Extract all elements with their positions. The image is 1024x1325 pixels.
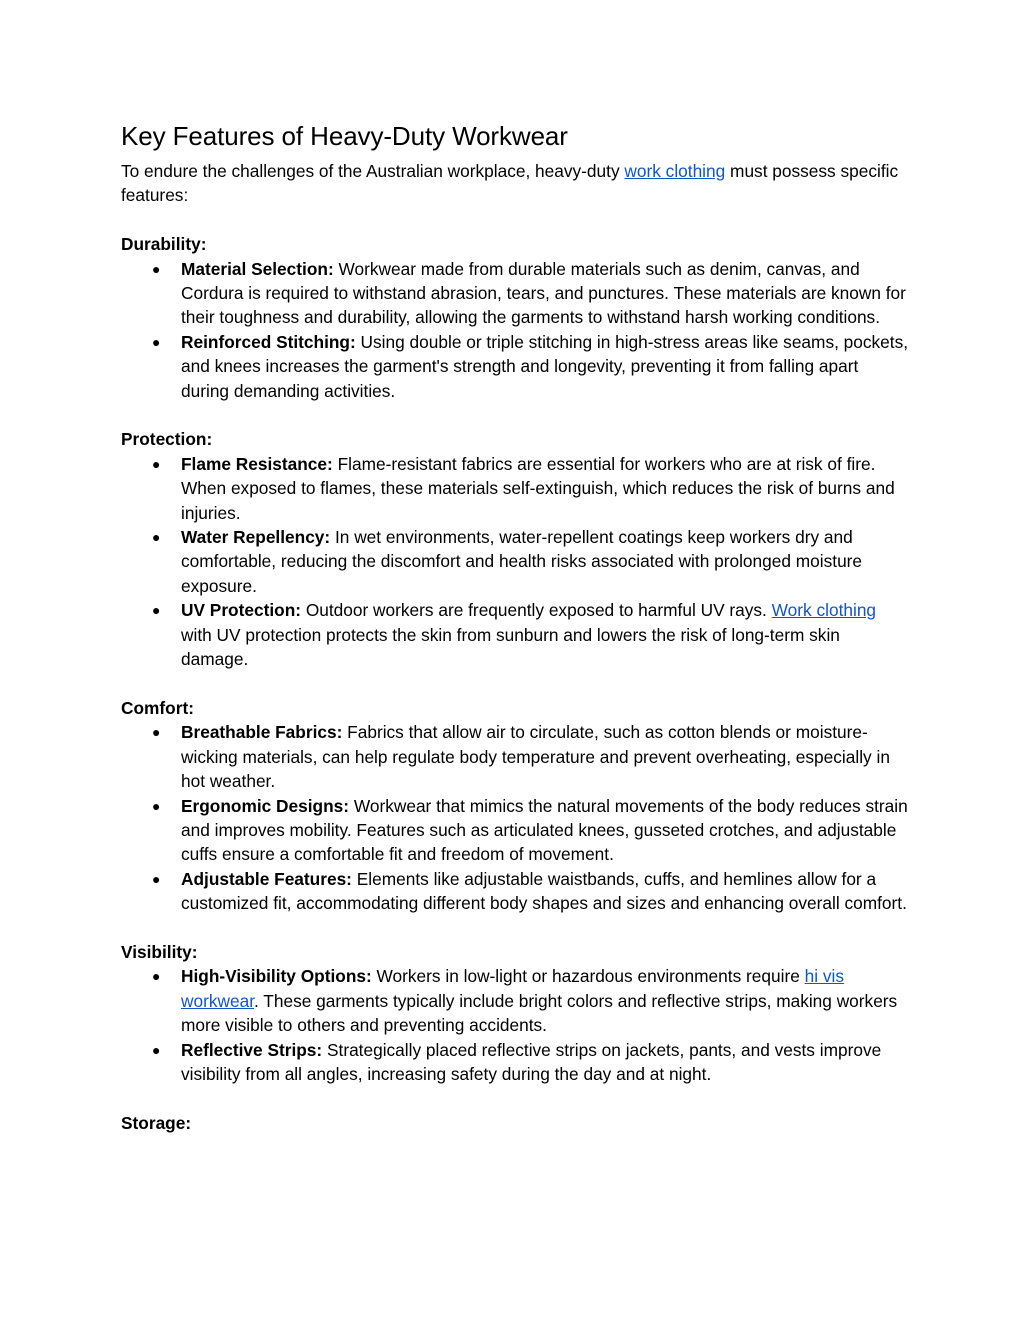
- list-item: [152, 1038, 911, 1087]
- section-heading-storage: Storage:: [121, 1112, 192, 1133]
- bullet-icon: ●: [152, 870, 161, 887]
- list-item: [152, 867, 911, 916]
- intro-text-after: must possess specific features:: [121, 161, 899, 206]
- section-heading-protection: Protection:: [121, 429, 213, 450]
- item-term: UV Protection:: [181, 600, 302, 621]
- intro-text-before: To endure the challenges of the Australian workplace, heavy-duty: [121, 161, 625, 181]
- bullet-icon: ●: [152, 260, 161, 277]
- protection-list: [121, 452, 911, 672]
- list-item: [152, 598, 911, 671]
- item-term: Reflective Strips:: [181, 1039, 323, 1060]
- item-term: Reinforced Stitching:: [181, 331, 356, 352]
- item-term: Material Selection:: [181, 258, 334, 279]
- item-text: Flame-resistant fabrics are essential for workers who are at risk of fire. When exposed to flames, these materials self-extinguish, which reduces the risk of burns and injuries.: [181, 453, 895, 523]
- document-page: [121, 118, 911, 1135]
- list-item: [152, 964, 911, 1037]
- intro-paragraph: [121, 159, 911, 208]
- spacer: [121, 208, 911, 232]
- item-text: Workwear that mimics the natural movements of the body reduces strain and improves mobility. Features such as articulated knees, gusseted crotches, and adjustable cuffs ensure a comfortable fit and freedom of movement.: [181, 795, 908, 865]
- item-text: Strategically placed reflective strips on jackets, pants, and vests improve visibility from all angles, increasing safety during the day and at night.: [181, 1039, 882, 1084]
- item-text: Outdoor workers are frequently exposed to harmful UV rays.: [301, 600, 772, 621]
- list-item: [152, 330, 911, 403]
- item-term: Flame Resistance:: [181, 453, 333, 474]
- item-term: Ergonomic Designs:: [181, 795, 350, 816]
- durability-list: [121, 257, 911, 403]
- list-item: [152, 794, 911, 867]
- item-text: . These garments typically include bright colors and reflective strips, making workers more visible to others and preventing accidents.: [181, 990, 898, 1036]
- bullet-icon: ●: [152, 602, 161, 619]
- visibility-list: [121, 964, 911, 1086]
- bullet-icon: ●: [152, 455, 161, 472]
- spacer: [121, 403, 911, 427]
- item-term: Water Repellency:: [181, 527, 331, 548]
- list-item: [152, 720, 911, 793]
- bullet-icon: ●: [152, 529, 161, 546]
- item-text: Workwear made from durable materials such as denim, canvas, and Cordura is required to withstand abrasion, tears, and punctures. These materials are known for their toughness and durability, allowing the garments to withstand harsh working conditions.: [181, 258, 906, 328]
- comfort-list: [121, 720, 911, 915]
- bullet-icon: ●: [152, 724, 161, 741]
- spacer: [121, 1086, 911, 1110]
- item-text: with UV protection protects the skin from sunburn and lowers the risk of long-term skin damage.: [181, 624, 840, 670]
- bullet-icon: ●: [152, 968, 161, 985]
- item-text: Fabrics that allow air to circulate, such as cotton blends or moisture-wicking materials, can help regulate body temperature and prevent overheating, especially in hot weather.: [181, 722, 890, 792]
- bullet-icon: ●: [152, 1041, 161, 1058]
- item-term: Adjustable Features:: [181, 868, 352, 889]
- spacer: [121, 672, 911, 696]
- section-heading-durability: Durability:: [121, 234, 207, 255]
- spacer: [121, 916, 911, 940]
- page-title: Key Features of Heavy-Duty Workwear: [121, 121, 568, 151]
- item-text: In wet environments, water-repellent coatings keep workers dry and comfortable, reducing the discomfort and health risks associated with prolonged moisture exposure.: [181, 527, 863, 596]
- section-heading-visibility: Visibility:: [121, 941, 198, 962]
- bullet-icon: ●: [152, 333, 161, 350]
- hi-vis-workwear-link[interactable]: hi vis workwear: [181, 966, 844, 1011]
- item-text: Workers in low-light or hazardous environments require: [371, 966, 805, 987]
- item-term: Breathable Fabrics:: [181, 722, 343, 743]
- work-clothing-link-uv[interactable]: Work clothing: [771, 600, 877, 621]
- list-item: [152, 452, 911, 525]
- work-clothing-link[interactable]: work clothing: [624, 161, 726, 181]
- item-text: Using double or triple stitching in high-stress areas like seams, pockets, and knees increases the garment's strength and longevity, preventing it from falling apart during demanding activities.: [181, 331, 909, 401]
- list-item: [152, 525, 911, 598]
- section-heading-comfort: Comfort:: [121, 697, 194, 718]
- item-text: Elements like adjustable waistbands, cuffs, and hemlines allow for a customized fit, accommodating different body shapes and sizes and enhancing overall comfort.: [181, 868, 907, 914]
- list-item: [152, 257, 911, 330]
- bullet-icon: ●: [152, 797, 161, 814]
- item-term: High-Visibility Options:: [181, 966, 372, 987]
